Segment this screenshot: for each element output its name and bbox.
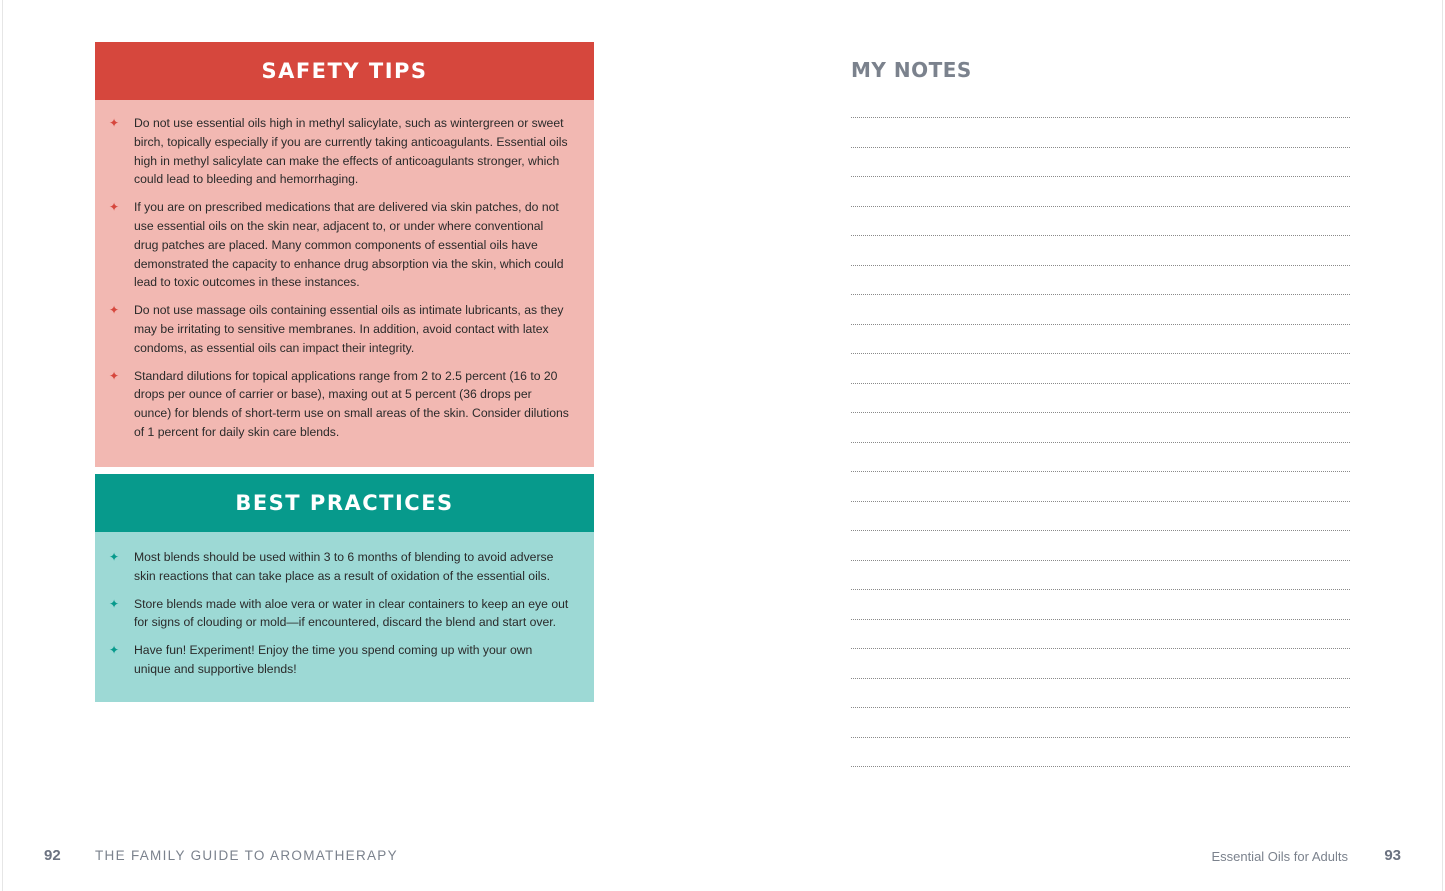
sparkle-bullet-icon: ✦	[109, 368, 120, 383]
safety-tips-box	[95, 42, 594, 467]
note-line[interactable]	[851, 678, 1350, 679]
safety-tips-list	[95, 100, 594, 442]
left-page-edge	[2, 0, 3, 891]
tip-text: Have fun! Experiment! Enjoy the time you spend coming up with your own unique and supportive blends!	[134, 643, 533, 676]
note-line[interactable]	[851, 766, 1350, 767]
tip-item	[109, 301, 570, 357]
note-line[interactable]	[851, 353, 1350, 354]
best-practices-box	[95, 474, 594, 702]
sparkle-bullet-icon: ✦	[109, 596, 120, 611]
my-notes-title: MY NOTES	[851, 58, 972, 82]
sparkle-bullet-icon: ✦	[109, 550, 120, 564]
tip-item	[109, 548, 570, 586]
tip-text: Do not use massage oils containing essential oils as intimate lubricants, as they may be irritating to sensitive membranes. In addition, avoid contact with latex condoms, as essential oils can impact their integrity.	[134, 303, 564, 355]
note-line[interactable]	[851, 412, 1350, 413]
chapter-title-footer: Essential Oils for Adults	[1211, 849, 1348, 864]
note-line[interactable]	[851, 147, 1350, 148]
note-line[interactable]	[851, 176, 1350, 177]
note-line[interactable]	[851, 501, 1350, 502]
safety-tips-title: SAFETY TIPS	[95, 42, 594, 100]
note-line[interactable]	[851, 560, 1350, 561]
tip-item	[109, 114, 570, 189]
sparkle-bullet-icon: ✦	[109, 200, 120, 215]
note-line[interactable]	[851, 737, 1350, 738]
note-line[interactable]	[851, 117, 1350, 118]
note-line[interactable]	[851, 383, 1350, 384]
note-line[interactable]	[851, 324, 1350, 325]
tip-text: Do not use essential oils high in methyl salicylate, such as wintergreen or sweet birch, topically especially if you are currently taking anticoagulants. Essential oils high in methyl salicylate can make the effects of anticoagulants stronger, which could lead to bleeding and hemorrhaging.	[134, 116, 568, 187]
tip-text: Standard dilutions for topical applications range from 2 to 2.5 percent (16 to 20 drops per ounce of carrier or base), maxing out at 5 percent (36 drops per ounce) for blends of short-term use on small areas of the skin. Consider dilutions of 1 percent for daily skin care blends.	[134, 368, 569, 439]
note-line[interactable]	[851, 589, 1350, 590]
note-line[interactable]	[851, 707, 1350, 708]
note-line[interactable]	[851, 471, 1350, 472]
tip-text: Store blends made with aloe vera or water in clear containers to keep an eye out for signs of clouding or mold—if encountered, discard the blend and start over.	[134, 596, 569, 630]
sparkle-bullet-icon: ✦	[109, 116, 120, 130]
tip-text: Most blends should be used within 3 to 6 months of blending to avoid adverse skin reactions that can take place as a result of oxidation of the essential oils.	[134, 550, 554, 583]
tip-item	[109, 198, 570, 292]
best-practices-list	[95, 532, 594, 679]
best-practices-title: BEST PRACTICES	[95, 474, 594, 532]
tip-item	[109, 641, 570, 679]
tip-text: If you are on prescribed medications that are delivered via skin patches, do not use essential oils on the skin near, adjacent to, or under where conventional drug patches are placed. Many common components of essential oils have demonstrated the capacity to enhance drug absorption via the skin, which could lead to toxic outcomes in these instances.	[134, 200, 564, 290]
note-line[interactable]	[851, 235, 1350, 236]
sparkle-bullet-icon: ✦	[109, 643, 120, 658]
note-line[interactable]	[851, 294, 1350, 295]
note-line[interactable]	[851, 442, 1350, 443]
left-page-number: 92	[44, 847, 61, 864]
tip-item	[109, 595, 570, 633]
note-line[interactable]	[851, 206, 1350, 207]
right-page-edge	[1442, 0, 1443, 891]
book-title-footer: THE FAMILY GUIDE TO AROMATHERAPY	[95, 848, 398, 863]
right-page-number: 93	[1384, 847, 1401, 864]
note-line[interactable]	[851, 648, 1350, 649]
sparkle-bullet-icon: ✦	[109, 303, 120, 318]
note-line[interactable]	[851, 530, 1350, 531]
note-line[interactable]	[851, 619, 1350, 620]
tip-item	[109, 367, 570, 442]
note-line[interactable]	[851, 265, 1350, 266]
